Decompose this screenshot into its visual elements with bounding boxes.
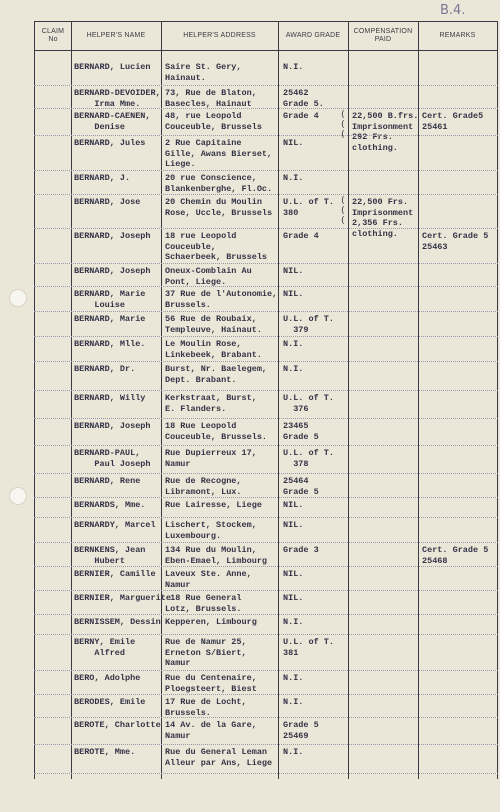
cell-grade: U.L. of T. 380 bbox=[283, 197, 335, 218]
cell-address: Burst, Nr. Baelegem, Dept. Brabant. bbox=[165, 364, 268, 385]
bracket-mark: ( ( ( bbox=[340, 196, 346, 226]
cell-name: BERNY, Emile Alfred bbox=[74, 637, 136, 658]
row-separator bbox=[34, 445, 498, 446]
cell-grade: U.L. of T. 378 bbox=[283, 448, 335, 469]
cell-comp: 22,500 B.frs. Imprisonment 292 Frs. clothing. bbox=[352, 111, 419, 153]
cell-address: 18 Rue General Lotz, Brussels. bbox=[165, 593, 242, 614]
cell-address: 73, Rue de Blaton, Basecles, Hainaut bbox=[165, 88, 257, 109]
cell-address: 56 Rue de Roubaix, Templeuve, Hainaut. bbox=[165, 314, 262, 335]
page-annotation: B.4. bbox=[440, 3, 466, 18]
cell-grade: N.I. bbox=[283, 747, 304, 757]
cell-address: Rue de Namur 25, Erneton S/Biert, Namur bbox=[165, 637, 247, 668]
cell-grade: N.I. bbox=[283, 673, 304, 683]
cell-grade: 25464 Grade 5 bbox=[283, 476, 319, 497]
punch-hole bbox=[9, 487, 27, 505]
cell-address: Kerkstraat, Burst, E. Flanders. bbox=[165, 393, 257, 414]
row-separator bbox=[34, 361, 498, 362]
cell-name: BERNARDY, Marcel bbox=[74, 520, 156, 530]
cell-address: 14 Av. de la Gare, Namur bbox=[165, 720, 257, 741]
cell-address: 2 Rue Capitaine Gille, Awans Bierset, Liege. bbox=[165, 138, 273, 169]
cell-grade: NIL. bbox=[283, 569, 304, 579]
cell-address: Le Moulin Rose, Linkebeek, Brabant. bbox=[165, 339, 262, 360]
cell-grade: 25462 Grade 5. bbox=[283, 88, 324, 109]
cell-grade: NIL. bbox=[283, 266, 304, 276]
cell-name: BERNIER, Camille bbox=[74, 569, 156, 579]
cell-address: 17 Rue de Locht, Brussels. bbox=[165, 697, 247, 718]
cell-name: BERNARD-PAUL, Paul Joseph bbox=[74, 448, 151, 469]
cell-grade: Grade 4 bbox=[283, 111, 319, 121]
row-separator bbox=[34, 418, 498, 419]
header-helpers-name: HELPER'S NAME bbox=[86, 32, 146, 39]
cell-address: Rue Dupierreux 17, Namur bbox=[165, 448, 257, 469]
cell-name: BERNARDS, Mme. bbox=[74, 500, 146, 510]
cell-address: Rue du Centenaire, Ploegsteert, Biest bbox=[165, 673, 257, 694]
cell-name: BERNARD, Joseph bbox=[74, 231, 151, 241]
cell-address: 18 Rue Leopold Couceuble, Brussels. bbox=[165, 421, 268, 442]
cell-address: Laveux Ste. Anne, Namur bbox=[165, 569, 252, 590]
cell-name: BERNARD, Joseph bbox=[74, 266, 151, 276]
cell-remarks: Cert. Grade5 25461 bbox=[422, 111, 484, 132]
cell-name: BERNISSEM, Dessin bbox=[74, 617, 161, 627]
header-divider bbox=[34, 50, 498, 51]
cell-name: BERNARD, Marie Louise bbox=[74, 289, 146, 310]
row-separator bbox=[34, 670, 498, 671]
header-compensation-paid: COMPENSATION PAID bbox=[353, 28, 413, 43]
header-award-grade: AWARD GRADE bbox=[285, 32, 341, 39]
cell-remarks: Cert. Grade 5 25468 bbox=[422, 545, 489, 566]
row-separator bbox=[34, 517, 498, 518]
row-separator bbox=[34, 473, 498, 474]
cell-name: BERNKENS, Jean Hubert bbox=[74, 545, 146, 566]
cell-comp: 22,500 Frs. Imprisonment 2,356 Frs. clothing. bbox=[352, 197, 414, 239]
row-separator bbox=[34, 773, 498, 774]
cell-grade: U.L. of T. 381 bbox=[283, 637, 335, 658]
cell-grade: NIL. bbox=[283, 593, 304, 603]
cell-grade: NIL. bbox=[283, 500, 304, 510]
cell-grade: N.I. bbox=[283, 173, 304, 183]
table-top-border bbox=[34, 21, 498, 22]
cell-grade: NIL. bbox=[283, 520, 304, 530]
row-separator bbox=[34, 542, 498, 543]
cell-name: BEROTE, Mme. bbox=[74, 747, 136, 757]
row-separator bbox=[34, 286, 498, 287]
cell-name: BERNARD, Rene bbox=[74, 476, 141, 486]
cell-address: 37 Rue de l'Autonomie, Brussels. bbox=[165, 289, 278, 310]
cell-grade: NIL. bbox=[283, 138, 304, 148]
cell-name: BERNARD, Willy bbox=[74, 393, 146, 403]
row-separator bbox=[34, 634, 498, 635]
row-separator bbox=[34, 194, 498, 195]
bracket-mark: ( ( ( bbox=[340, 110, 346, 140]
row-separator bbox=[34, 170, 498, 171]
row-separator bbox=[34, 311, 498, 312]
cell-grade: Grade 4 bbox=[283, 231, 319, 241]
cell-grade: Grade 5 25469 bbox=[283, 720, 319, 741]
cell-name: BERNARD, Lucien bbox=[74, 62, 151, 72]
cell-grade: N.I. bbox=[283, 697, 304, 707]
cell-address: Kepperen, Limbourg bbox=[165, 617, 257, 627]
cell-remarks: Cert. Grade 5 25463 bbox=[422, 231, 489, 252]
cell-name: BERNIER, Marguerite bbox=[74, 593, 171, 603]
row-separator bbox=[34, 614, 498, 615]
row-separator bbox=[34, 336, 498, 337]
row-separator bbox=[34, 390, 498, 391]
cell-grade: NIL. bbox=[283, 289, 304, 299]
row-separator bbox=[34, 717, 498, 718]
cell-grade: U.L. of T. 376 bbox=[283, 393, 335, 414]
punch-hole bbox=[9, 289, 27, 307]
cell-grade: N.I. bbox=[283, 617, 304, 627]
cell-grade: Grade 3 bbox=[283, 545, 319, 555]
cell-address: 20 rue Conscience, Blankenberghe, Fl.Oc. bbox=[165, 173, 273, 194]
cell-address: Oneux-Comblain Au Pont, Liege. bbox=[165, 266, 252, 287]
cell-grade: 23465 Grade 5 bbox=[283, 421, 319, 442]
cell-address: Rue du General Leman Alleur par Ans, Liege bbox=[165, 747, 273, 768]
cell-name: BEROTE, Charlotte bbox=[74, 720, 161, 730]
cell-name: BERNARD, Mlle. bbox=[74, 339, 146, 349]
cell-grade: N.I. bbox=[283, 339, 304, 349]
cell-name: BERNARD, Joseph bbox=[74, 421, 151, 431]
row-separator bbox=[34, 566, 498, 567]
cell-name: BERNARD-CAENEN, Denise bbox=[74, 111, 151, 132]
cell-grade: U.L. of T. 379 bbox=[283, 314, 335, 335]
cell-address: 134 Rue du Moulin, Eben-Emael, Limbourg bbox=[165, 545, 268, 566]
cell-name: BERNARD-DEVOIDER, Irma Mme. bbox=[74, 88, 161, 109]
row-separator bbox=[34, 694, 498, 695]
row-separator bbox=[34, 108, 498, 109]
header-remarks: REMARKS bbox=[439, 32, 476, 39]
cell-address: Rue Lairesse, Liege bbox=[165, 500, 262, 510]
header-claim-no: CLAIM No bbox=[41, 28, 65, 43]
header-helpers-address: HELPER'S ADDRESS bbox=[183, 32, 256, 39]
row-separator bbox=[34, 590, 498, 591]
row-separator bbox=[34, 263, 498, 264]
cell-address: Lischert, Stockem, Luxembourg. bbox=[165, 520, 257, 541]
cell-name: BERNARD, Marie bbox=[74, 314, 146, 324]
cell-grade: N.I. bbox=[283, 364, 304, 374]
cell-address: Saire St. Gery, Hainaut. bbox=[165, 62, 242, 83]
row-separator bbox=[34, 228, 498, 229]
row-separator bbox=[34, 744, 498, 745]
cell-address: 48, rue Leopold Couceuble, Brussels bbox=[165, 111, 262, 132]
cell-name: BERNARD, J. bbox=[74, 173, 131, 183]
cell-address: 18 rue Leopold Couceuble, Schaerbeek, Brussels bbox=[165, 231, 268, 262]
cell-name: BERO, Adolphe bbox=[74, 673, 141, 683]
row-separator bbox=[34, 85, 498, 86]
cell-address: Rue de Recogne, Libramont, Lux. bbox=[165, 476, 242, 497]
row-separator bbox=[34, 135, 498, 136]
cell-name: BERNARD, Jose bbox=[74, 197, 141, 207]
cell-name: BERODES, Emile bbox=[74, 697, 146, 707]
cell-address: 20 Chemin du Moulin Rose, Uccle, Brussels bbox=[165, 197, 273, 218]
cell-grade: N.I. bbox=[283, 62, 304, 72]
row-separator bbox=[34, 497, 498, 498]
cell-name: BERNARD, Dr. bbox=[74, 364, 136, 374]
cell-name: BERNARD, Jules bbox=[74, 138, 146, 148]
